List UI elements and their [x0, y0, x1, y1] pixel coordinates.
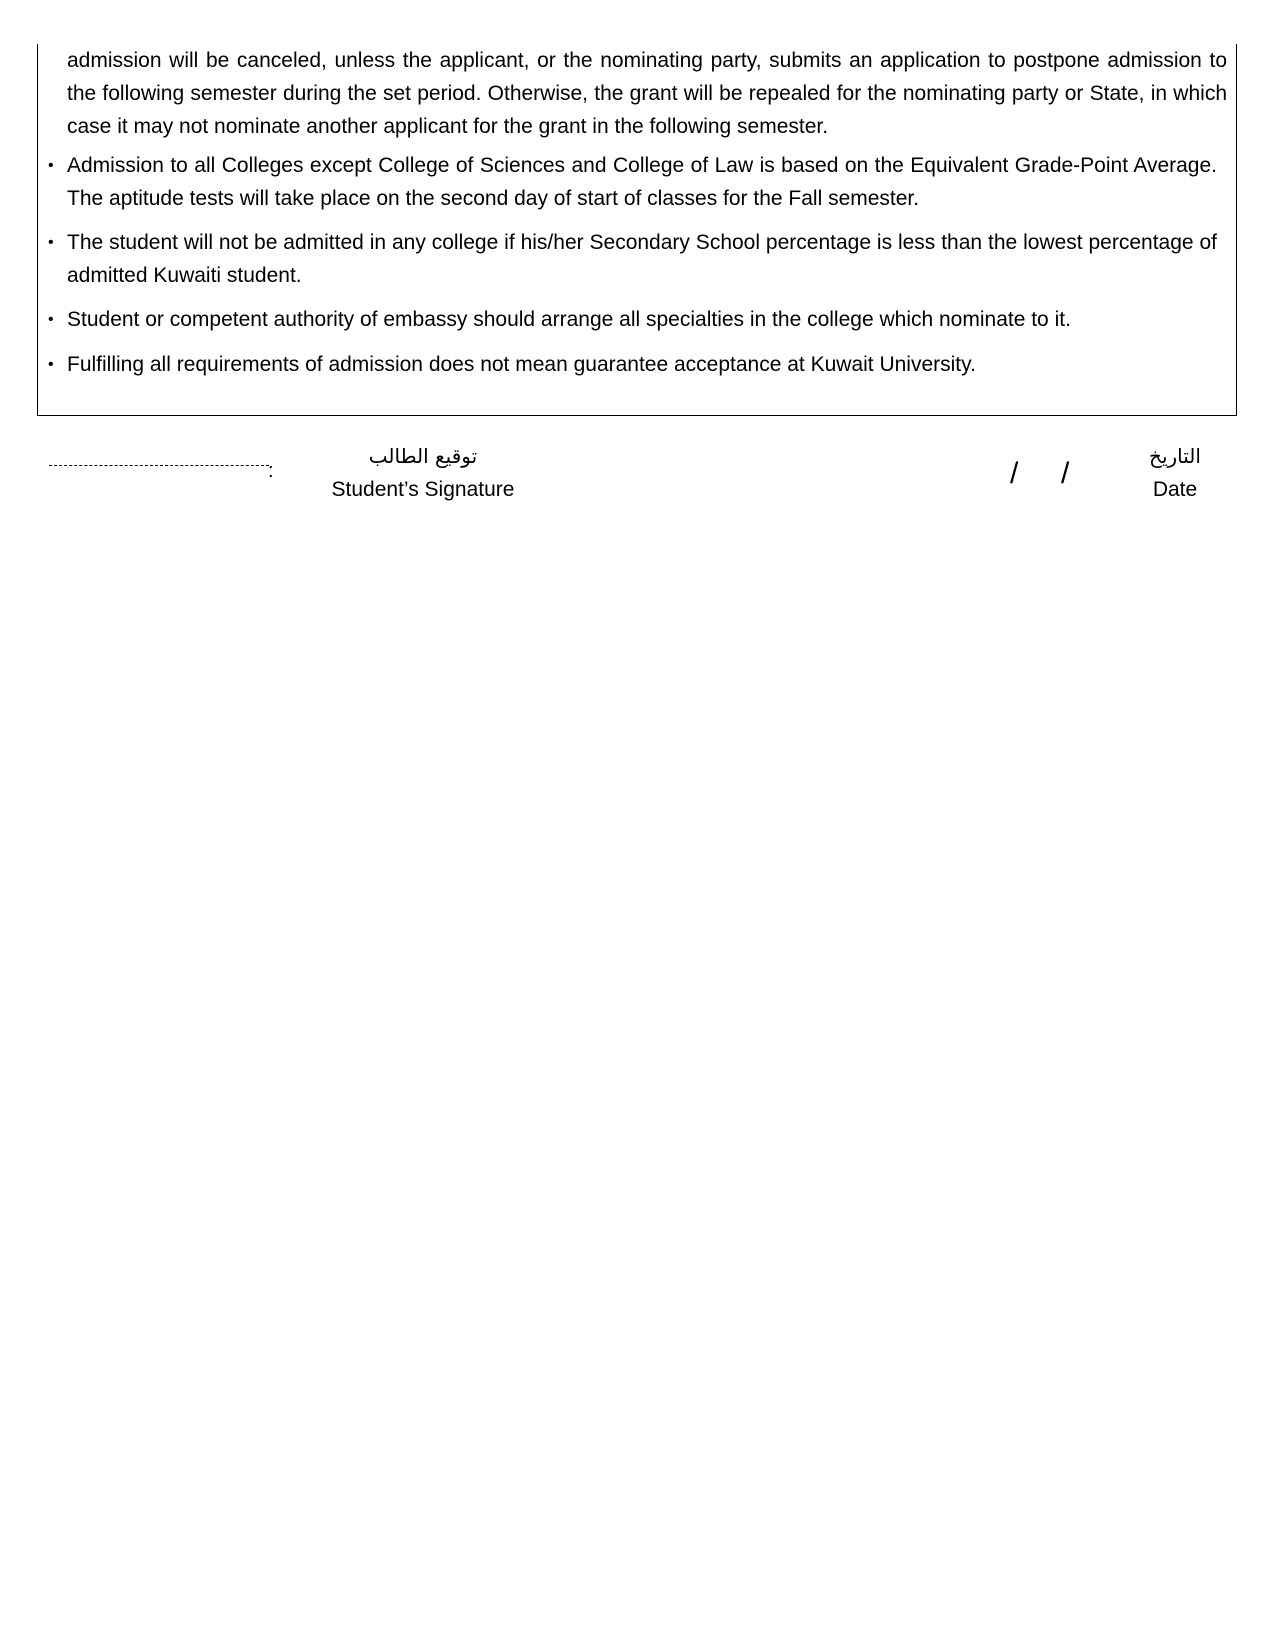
continuation-paragraph: admission will be canceled, unless the applicant, or the nominating party, submits an application to postpone admission to the following semester during the set period. Otherwise, the grant will be repealed for the nominating party or State, in which case it may not nominate another applicant for the grant in the following semester.: [67, 49, 1227, 138]
bullet-text: Fulfilling all requirements of admission does not mean guarantee acceptance at Kuwait University.: [67, 353, 976, 376]
date-label-english: Date: [1152, 478, 1198, 501]
bullet-text: Admission to all Colleges except College of Sciences and College of Law is based on the Equivalent Grade-Point Average. The aptitude tests will take place on the second day of start of classes for the Fall semester.: [67, 154, 1217, 210]
date-separator-1: /: [1010, 457, 1019, 490]
bullet-text: The student will not be admitted in any college if his/her Secondary School percentage is less than the lowest percentage of admitted Kuwaiti student.: [67, 231, 1217, 287]
signature-label-arabic: توقيع الطالب: [368, 444, 478, 468]
bullet-text: Student or competent authority of embassy should arrange all specialties in the college which nominate to it.: [67, 308, 1071, 331]
date-separator-2: /: [1061, 457, 1070, 490]
bullet-item-no-guarantee: [48, 348, 1228, 381]
terms-box: [37, 44, 1237, 416]
bullet-item-secondary-percentage: [48, 226, 1228, 292]
bullet-item-equivalent-gpa: [48, 149, 1228, 215]
bullet-item-arrange-specialties: [48, 303, 1228, 336]
bullet-icon: •: [48, 234, 54, 251]
date-label-arabic: التاريخ: [1149, 444, 1201, 468]
bullet-icon: •: [48, 157, 54, 174]
signature-line[interactable]: [49, 465, 269, 466]
signature-colon: :: [268, 460, 274, 482]
bullet-icon: •: [48, 311, 54, 328]
signature-label-english: Student’s Signature: [331, 478, 515, 501]
bullet-icon: •: [48, 356, 54, 373]
